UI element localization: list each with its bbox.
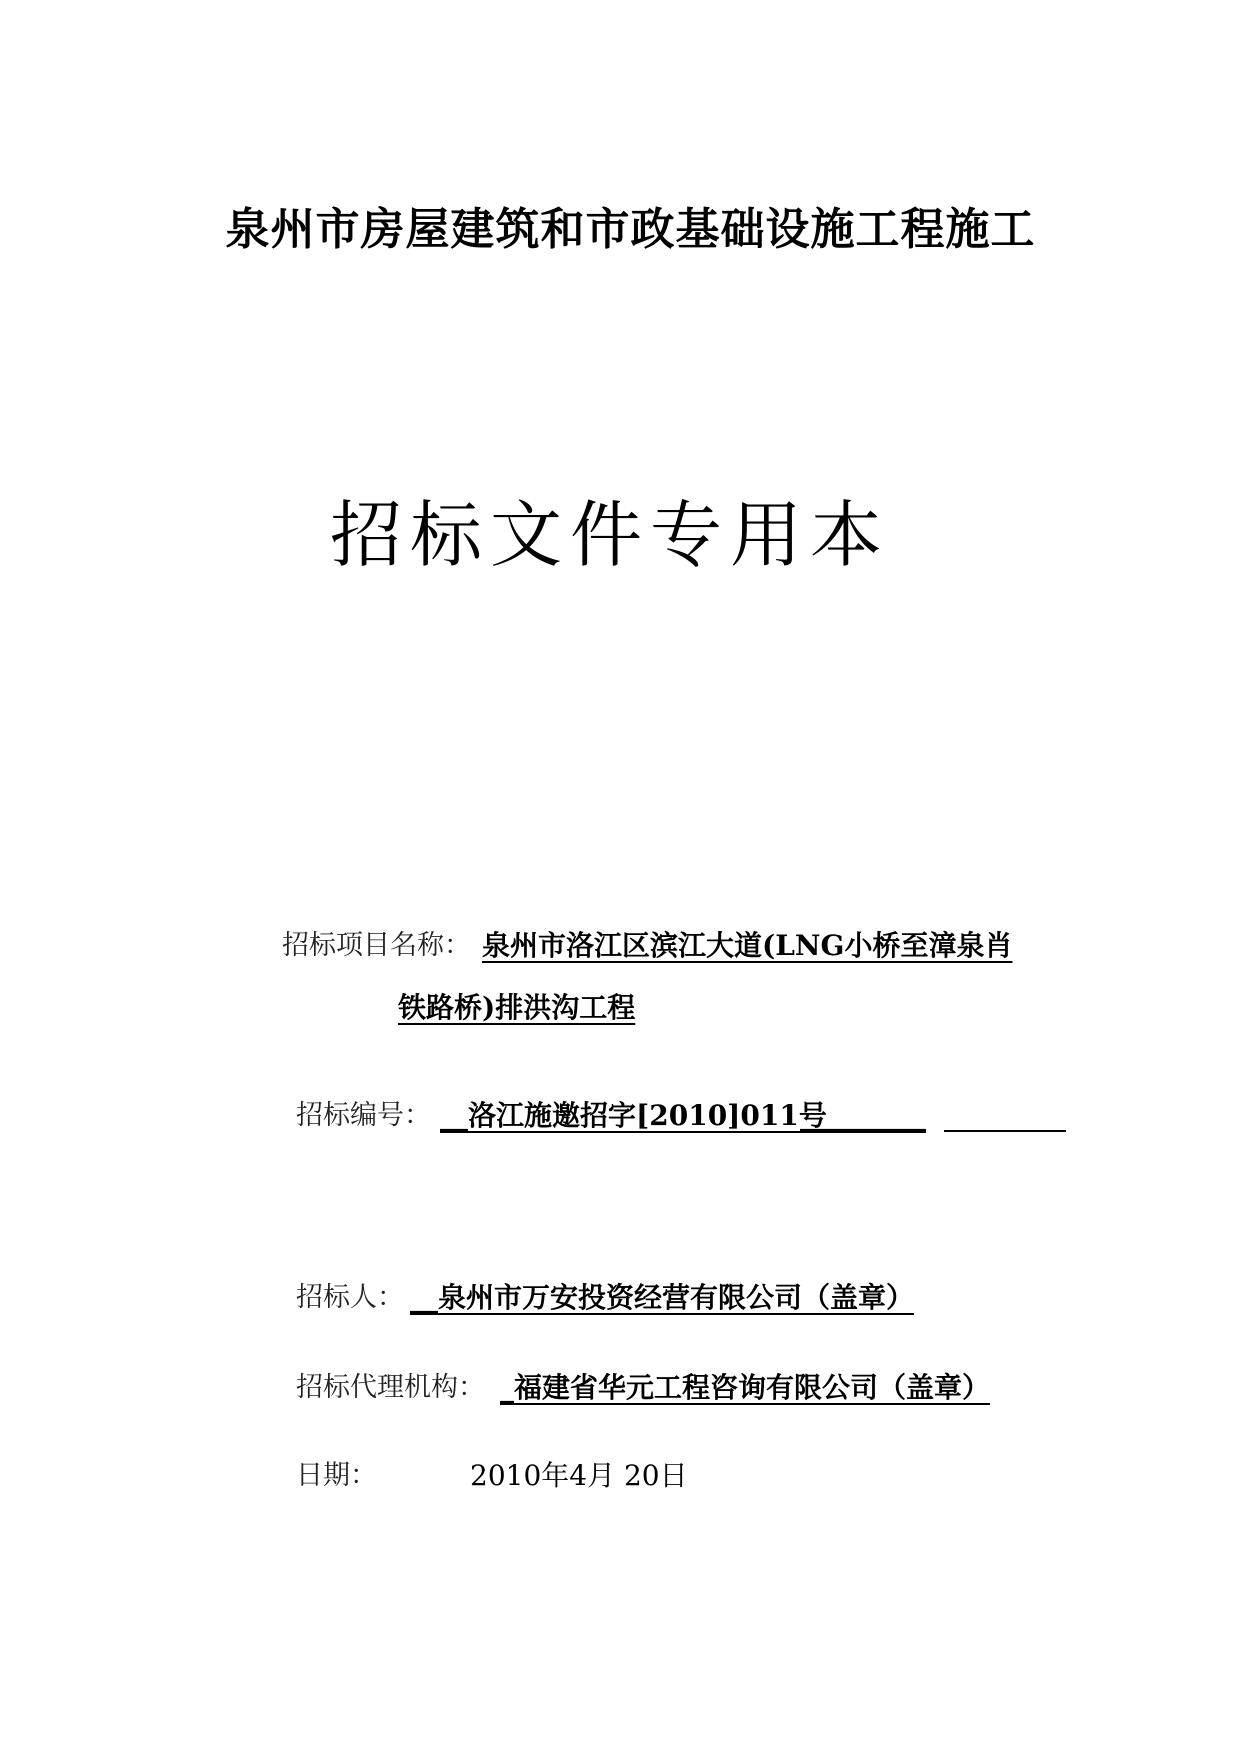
tender-number-value: __洛江施邀招字[2010]011号 <box>440 1099 827 1132</box>
date-value: 2010年4月 20日 <box>470 1459 688 1492</box>
project-name-value-line1: 泉州市洛江区滨江大道(LNG小桥至漳泉肖 <box>482 929 1013 962</box>
tender-number-underline-extension <box>944 1130 1066 1132</box>
cover-subtitle: 招标文件专用本 <box>330 493 891 577</box>
tenderer-label: 招标人： <box>296 1282 404 1313</box>
project-name-label: 招标项目名称： <box>282 930 471 961</box>
project-name-value-line2: 铁路桥)排洪沟工程 <box>398 991 636 1024</box>
tender-number-label: 招标编号： <box>296 1100 431 1131</box>
agency-label: 招标代理机构： <box>296 1372 485 1403</box>
date-label: 日期： <box>296 1460 377 1491</box>
tenderer-value: __泉州市万安投资经营有限公司（盖章） <box>410 1281 915 1314</box>
cover-title: 泉州市房屋建筑和市政基础设施工程施工 <box>225 204 1036 255</box>
agency-value: _福建省华元工程咨询有限公司（盖章） <box>500 1371 991 1404</box>
tender-number-tail: _________ <box>800 1099 926 1132</box>
